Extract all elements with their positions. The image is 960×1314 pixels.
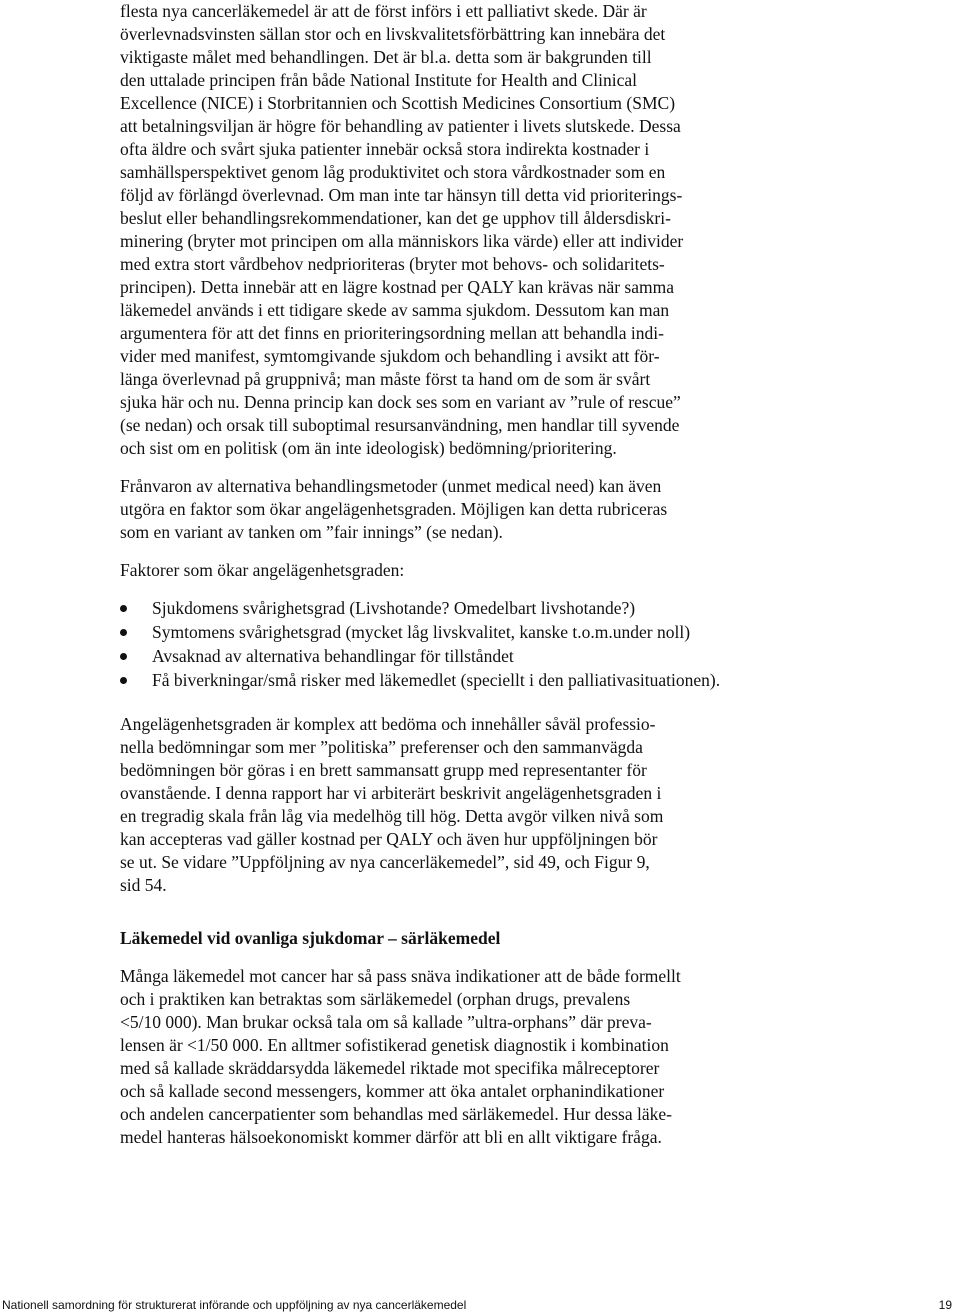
paragraph-palliative-line: ofta äldre och svårt sjuka patienter innebär också stora indirekta kostnader i [120, 139, 650, 159]
paragraph-palliative-line: vider med manifest, symtomgivande sjukdom och behandling i avsikt att för- [120, 346, 660, 366]
paragraph-urgency-line: Angelägenhetsgraden är komplex att bedöma och innehåller såväl professio- [120, 714, 656, 734]
paragraph-orphan-drugs-line: lensen är <1/50 000. En alltmer sofistikerad genetisk diagnostik i kombination [120, 1035, 669, 1055]
footer-title: Nationell samordning för strukturerat införande och uppföljning av nya cancerläkemedel [2, 1298, 467, 1312]
bullet-icon [120, 653, 127, 660]
paragraph-urgency-line: en tregradig skala från låg via medelhög till hög. Detta avgör vilken nivå som [120, 806, 664, 826]
list-intro-text: Faktorer som ökar angelägenhetsgraden: [120, 560, 405, 580]
paragraph-palliative-line: principen). Detta innebär att en lägre kostnad per QALY kan krävas när samma [120, 277, 674, 297]
bullet-icon [120, 605, 127, 612]
paragraph-orphan-drugs-line: och andelen cancerpatienter som behandlas med särläkemedel. Hur dessa läke- [120, 1104, 672, 1124]
paragraph-urgency-line: se ut. Se vidare ”Uppföljning av nya cancerläkemedel”, sid 49, och Figur 9, [120, 852, 650, 872]
section-heading [120, 927, 770, 950]
paragraph-palliative-line: argumentera för att det finns en prioriteringsordning mellan att behandla indi- [120, 323, 664, 343]
list-item-text: Sjukdomens svårighetsgrad (Livshotande? Omedelbart livshotande?) [152, 598, 636, 618]
paragraph-palliative-line: med extra stort vårdbehov nedprioriteras (bryter mot behovs- och solidaritets- [120, 254, 665, 274]
paragraph-urgency [120, 713, 770, 897]
paragraph-orphan-drugs-line: och så kallade second messengers, kommer att öka antalet orphanindikationer [120, 1081, 665, 1101]
paragraph-palliative-line: överlevnadsvinsten sällan stor och en livskvalitetsförbättring kan innebära det [120, 24, 666, 44]
list-item-text: Få biverkningar/små risker med läkemedlet (speciellt i den palliativa [152, 670, 634, 690]
list-item-text: Avsaknad av alternativa behandlingar för tillståndet [152, 646, 514, 666]
paragraph-urgency-line: nella bedömningar som mer ”politiska” preferenser och den sammanvägda [120, 737, 643, 757]
paragraph-orphan-drugs-line: Många läkemedel mot cancer har så pass snäva indikationer att de både formellt [120, 966, 681, 986]
list-item [120, 645, 770, 668]
list-item-text: under noll) [612, 622, 691, 642]
bullet-icon [120, 629, 127, 636]
paragraph-palliative-line: följd av förlängd överlevnad. Om man inte tar hänsyn till detta vid prioriterings- [120, 185, 683, 205]
paragraph-palliative-line: sjuka här och nu. Denna princip kan dock ses som en variant av ”rule of rescue” [120, 392, 681, 412]
paragraph-palliative-line: den uttalade principen från både National Institute for Health and Clinical [120, 70, 638, 90]
paragraph-urgency-line: ovanstående. I denna rapport har vi arbiterärt beskrivit angelägenhetsgraden i [120, 783, 662, 803]
list-item [120, 621, 770, 644]
paragraph-palliative-line: Excellence (NICE) i Storbritannien och Scottish Medicines Consortium (SMC) [120, 93, 676, 113]
page-footer [0, 1296, 960, 1314]
paragraph-orphan-drugs-line: medel hanteras hälsoekonomiskt kommer därför att bli en allt viktigare fråga. [120, 1127, 662, 1147]
paragraph-unmet-need-line: Frånvaron av alternativa behandlingsmetoder (unmet medical need) kan även [120, 476, 662, 496]
page-number: 19 [938, 1298, 952, 1312]
paragraph-palliative-line: viktigaste målet med behandlingen. Det är bl.a. detta som är bakgrunden till [120, 47, 652, 67]
paragraph-palliative-line: och sist om en politisk (om än inte ideologisk) bedömning/prioritering. [120, 438, 617, 458]
paragraph-palliative-line: samhällsperspektivet genom låg produktivitet och stora vårdkostnader som en [120, 162, 666, 182]
paragraph-palliative-line: länga överlevnad på gruppnivå; man måste först ta hand om de som är svårt [120, 369, 651, 389]
list-item-text: situationen). [633, 670, 721, 690]
list-intro [120, 559, 770, 582]
paragraph-unmet-need-line: som en variant av tanken om ”fair innings” (se nedan). [120, 522, 503, 542]
list-item [120, 669, 770, 692]
paragraph-palliative-line: att betalningsviljan är högre för behandling av patienter i livets slutskede. Dessa [120, 116, 681, 136]
paragraph-orphan-drugs-line: och i praktiken kan betraktas som särläkemedel (orphan drugs, prevalens [120, 989, 631, 1009]
paragraph-urgency-line: sid 54. [120, 875, 167, 895]
paragraph-palliative-line: (se nedan) och orsak till suboptimal resursanvändning, men handlar till syvende [120, 415, 680, 435]
paragraph-urgency-line: bedömningen bör göras i en brett sammansatt grupp med representanter för [120, 760, 647, 780]
list-item [120, 597, 770, 620]
factor-list [120, 597, 770, 692]
paragraph-urgency-line: kan accepteras vad gäller kostnad per QALY och även hur uppföljningen bör [120, 829, 658, 849]
paragraph-palliative-line: minering (bryter mot principen om alla människors lika värde) eller att individer [120, 231, 684, 251]
paragraph-palliative-line: läkemedel används i ett tidigare skede av samma sjukdom. Dessutom kan man [120, 300, 670, 320]
paragraph-palliative-line: flesta nya cancerläkemedel är att de först införs i ett palliativt skede. Där är [120, 1, 647, 21]
list-item-text: Symtomens svårighetsgrad (mycket låg livskvalitet, kanske t.o.m. [152, 622, 613, 642]
paragraph-orphan-drugs [120, 965, 770, 1149]
paragraph-palliative-line: beslut eller behandlingsrekommendationer, kan det ge upphov till åldersdiskri- [120, 208, 671, 228]
paragraph-orphan-drugs-line: <5/10 000). Man brukar också tala om så kallade ”ultra-orphans” där preva- [120, 1012, 652, 1032]
document-body [120, 0, 770, 1149]
paragraph-unmet-need-line: utgöra en faktor som ökar angelägenhetsgraden. Möjligen kan detta rubriceras [120, 499, 668, 519]
bullet-icon [120, 677, 127, 684]
heading-orphan-drugs: Läkemedel vid ovanliga sjukdomar – särläkemedel [120, 928, 501, 948]
paragraph-unmet-need [120, 475, 770, 544]
paragraph-orphan-drugs-line: med så kallade skräddarsydda läkemedel riktade mot specifika målreceptorer [120, 1058, 660, 1078]
paragraph-palliative [120, 0, 770, 460]
